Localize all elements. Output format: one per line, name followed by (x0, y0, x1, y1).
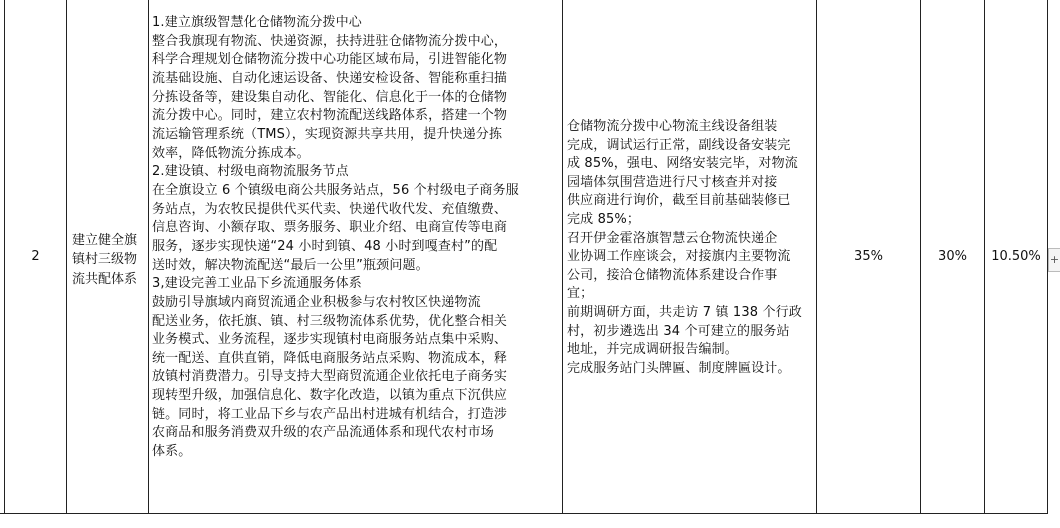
plan-text-line: 配送业务，依托旗、镇、村三级物流体系优势，优化整合相关 (152, 313, 508, 329)
plan-text-line: 流运输管理系统（TMS），实现资源共享共用，提升快递分拣 (152, 126, 503, 142)
percent-c: 10.50% (991, 248, 1041, 264)
plan-text-line: 鼓励引导旗域内商贸流通企业积极参与农村牧区快递物流 (152, 294, 481, 310)
expand-plus-icon[interactable]: + (1048, 248, 1060, 272)
plan-text-line: 信息咨询、小额存取、票务服务、职业介绍、电商宣传等电商 (152, 220, 508, 236)
progress-text-line: 前期调研方面，共走访 7 镇 138 个行政 (567, 304, 802, 320)
plan-text-line: 3,建设完善工业品下乡流通服务体系 (152, 276, 362, 292)
percent-b: 30% (938, 248, 967, 264)
percent-a: 35% (854, 248, 883, 264)
progress-text-line: 宜； (567, 286, 594, 302)
plan-text-line: 流分拨中心。同时，建立农村物流配送线路体系，搭建一个物 (152, 108, 508, 124)
progress-text-line: 公司，接洽仓储物流体系建设合作事 (567, 267, 778, 283)
project-name-cell[interactable] (66, 200, 146, 320)
plan-text-line: 送时效，解决物流配送“最后一公里”瓶颈问题。 (152, 257, 429, 273)
project-name: 建立健全旗镇村三级物流共配体系 (72, 232, 138, 287)
progress-text-line: 地址，并完成调研报告编制。 (567, 342, 738, 358)
progress-text-line: 成 85%，强电、网络安装完毕，对物流 (567, 156, 798, 172)
plan-text-line: 现转型升级，加强信息化、数字化改造，以镇为重点下沉供应 (152, 388, 508, 404)
progress-text-line: 完成服务站门头牌匾、制度牌匾设计。 (567, 360, 791, 376)
progress-text-line: 召开伊金霍洛旗智慧云仓物流快递企 (567, 230, 778, 246)
percent-cell-b[interactable] (921, 0, 984, 513)
plan-text-line: 农商品和服务消费双升级的农产品流通体系和现代农村市场 (152, 425, 494, 441)
progress-text-line: 完成，调试运行正常，副线设备安装完 (567, 137, 791, 153)
row-index-cell[interactable] (5, 0, 66, 513)
percent-cell-a[interactable] (817, 0, 920, 513)
plan-text-line: 分拣设备等，建设集自动化、智能化、信息化于一体的仓储物 (152, 89, 508, 105)
plan-text-line: 放镇村消费潜力。引导支持大型商贸流通企业依托电子商务实 (152, 369, 508, 385)
progress-text-line: 仓储物流分拨中心物流主线设备组装 (567, 119, 778, 134)
plan-text-line: 服务，逐步实现快递“24 小时到镇、48 小时到嘎查村”的配 (152, 238, 498, 254)
plan-text-line: 流基础设施、自动化速运设备、快递安检设备、智能称重扫描 (152, 70, 508, 86)
plan-text-line: 统一配送、直供直销，降低电商服务站点采购、物流成本，释 (152, 350, 508, 366)
row-bottom-border (0, 513, 1048, 514)
row-index: 2 (31, 248, 40, 264)
plan-text-line: 1.建立旗级智慧化仓储物流分拨中心 (152, 15, 362, 30)
plan-text-line: 体系。 (152, 444, 192, 460)
progress-text-line: 园墙体氛围营造进行尺寸核查并对接 (567, 174, 778, 190)
plan-text-line: 务站点，为农牧民提供代买代卖、快递代收代发、充值缴费、 (152, 201, 508, 217)
progress-text-line: 业协调工作座谈会，对接旗内主要物流 (567, 249, 791, 265)
progress-text-line: 供应商进行询价，截至目前基础装修已 (567, 193, 791, 209)
percent-cell-c[interactable] (985, 0, 1047, 513)
col-border-3 (562, 0, 563, 513)
plan-text-line: 在全旗设立 6 个镇级电商公共服务站点，56 个村级电子商务服 (152, 182, 519, 198)
progress-content-cell[interactable] (567, 118, 812, 378)
plan-text-line: 整合我旗现有物流、快递资源，扶持进驻仓储物流分拨中心， (152, 33, 508, 49)
plan-content-cell[interactable] (152, 14, 558, 462)
progress-text-line: 村，初步遴选出 34 个可建立的服务站 (567, 323, 790, 339)
plan-text-line: 科学合理规划仓储物流分拨中心功能区域布局，引进智能化物 (152, 52, 508, 68)
plan-text-line: 2.建设镇、村级电商物流服务节点 (152, 164, 349, 180)
plan-text-line: 业务模式、业务流程，逐步实现镇村电商服务站点集中采购、 (152, 332, 508, 348)
plan-text-line: 效率，降低物流分拣成本。 (152, 145, 310, 161)
progress-text-line: 完成 85%； (567, 211, 641, 227)
plan-text-line: 链。同时，将工业品下乡与农产品出村进城有机结合，打造涉 (152, 406, 508, 422)
col-border-2 (148, 0, 149, 513)
